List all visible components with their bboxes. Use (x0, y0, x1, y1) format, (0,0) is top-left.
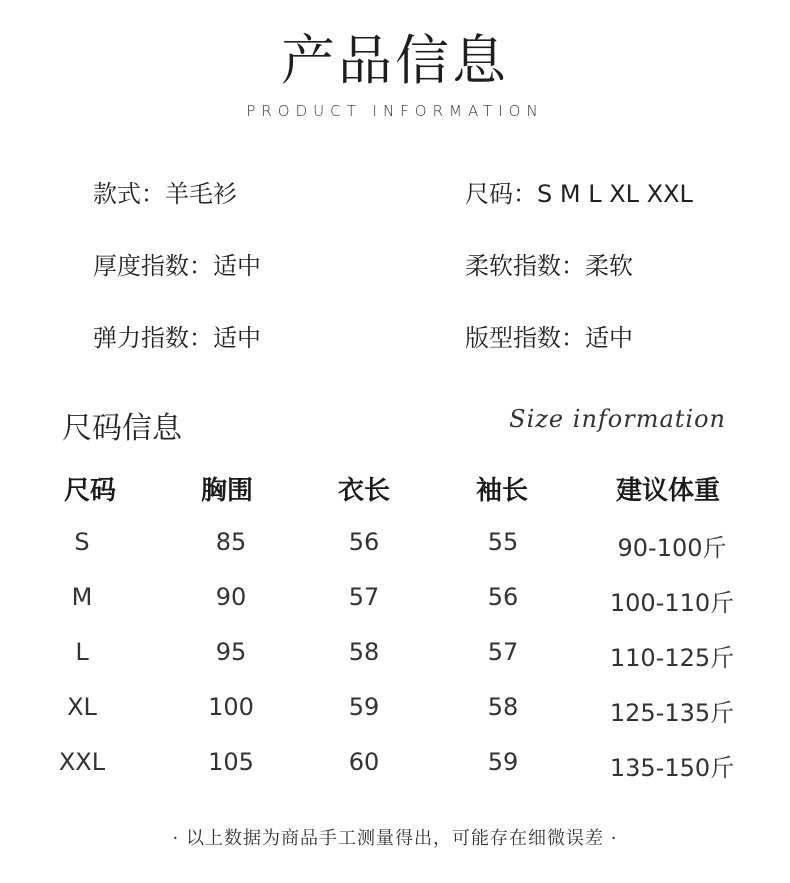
table-cell-chest: 90 (215, 583, 247, 611)
attr-style-label: 款式： (93, 180, 165, 208)
table-header-sleeve: 袖长 (475, 476, 529, 506)
table-cell-chest: 95 (215, 638, 247, 666)
table-cell-length: 59 (348, 693, 380, 721)
table-cell-size: M (71, 583, 93, 611)
attr-elasticity (93, 318, 261, 353)
attr-softness-value: 柔软 (585, 252, 633, 280)
table-cell-size: S (74, 528, 90, 556)
table-cell-size: XL (67, 693, 97, 721)
attr-size-value: S M L XL XXL (537, 180, 693, 208)
attr-softness (465, 246, 633, 281)
table-cell-size: XXL (58, 748, 106, 776)
table-cell-size: L (75, 638, 89, 666)
table-cell-sleeve: 55 (487, 528, 519, 556)
table-cell-sleeve: 57 (487, 638, 519, 666)
table-cell-chest: 85 (215, 528, 247, 556)
table-cell-sleeve: 58 (487, 693, 519, 721)
attr-size-label: 尺码： (465, 180, 537, 208)
attr-thickness-value: 适中 (213, 252, 261, 280)
attr-fit (465, 318, 633, 353)
table-header-length: 衣长 (337, 476, 391, 506)
table-header-chest: 胸围 (200, 476, 254, 506)
attr-thickness-label: 厚度指数： (93, 252, 213, 280)
attr-elasticity-label: 弹力指数： (93, 324, 213, 352)
table-header-weight: 建议体重 (615, 476, 721, 506)
table-cell-sleeve: 59 (487, 748, 519, 776)
attr-softness-label: 柔软指数： (465, 252, 585, 280)
table-cell-length: 56 (348, 528, 380, 556)
attr-fit-value: 适中 (585, 324, 633, 352)
measurement-note: · 以上数据为商品手工测量得出，可能存在细微误差 · (172, 828, 618, 849)
size-section-title: 尺码信息 (62, 411, 182, 446)
table-cell-chest: 100 (208, 693, 254, 721)
table-cell-length: 58 (348, 638, 380, 666)
size-section-title-en: Size information (509, 405, 726, 433)
attr-style-value: 羊毛衫 (165, 180, 237, 208)
attr-thickness (93, 246, 261, 281)
table-cell-chest: 105 (208, 748, 254, 776)
table-cell-length: 60 (348, 748, 380, 776)
attr-elasticity-value: 适中 (213, 324, 261, 352)
table-cell-weight: 100-110斤 (609, 589, 735, 617)
attr-fit-label: 版型指数： (465, 324, 585, 352)
page-subtitle: PRODUCT INFORMATION (246, 102, 544, 120)
table-cell-weight: 110-125斤 (609, 644, 735, 672)
table-cell-weight: 135-150斤 (609, 754, 735, 782)
page-title: 产品信息 (281, 29, 509, 92)
table-header-size: 尺码 (63, 476, 117, 506)
table-cell-length: 57 (348, 583, 380, 611)
attr-style (93, 174, 237, 209)
table-cell-weight: 125-135斤 (609, 699, 735, 727)
attr-size (465, 174, 693, 209)
table-cell-sleeve: 56 (487, 583, 519, 611)
table-cell-weight: 90-100斤 (617, 534, 727, 562)
